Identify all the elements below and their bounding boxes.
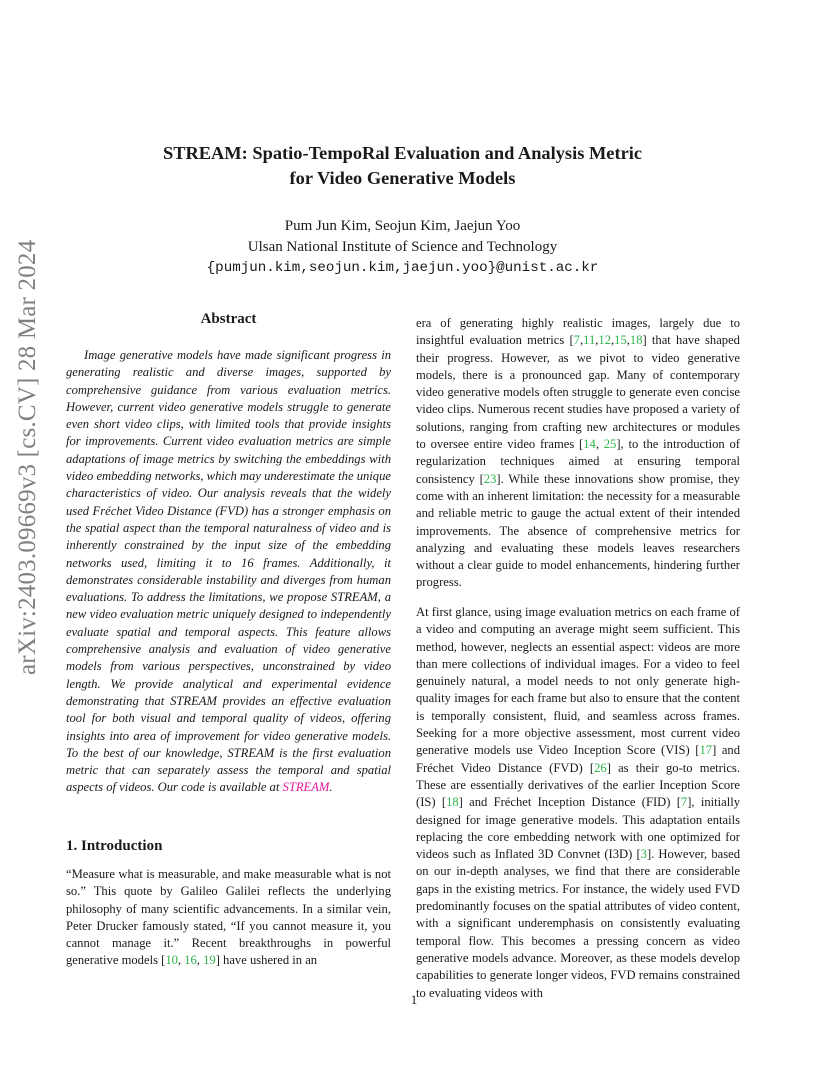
citation-link[interactable]: 26	[594, 760, 607, 775]
arxiv-identifier-stamp: arXiv:2403.09669v3 [cs.CV] 28 Mar 2024	[14, 239, 41, 675]
r1-text-c: ], to the introduction of regularization techniques aimed at ensuring temporal consistency [	[416, 437, 740, 486]
abstract-heading: Abstract	[200, 311, 257, 327]
citation-link[interactable]: 19	[203, 953, 216, 968]
r1-text-a: era of generating highly realistic images, largely due to insightful evaluation metrics [	[416, 316, 740, 348]
intro-text-a: “Measure what is measurable, and make measurable what is not so.” This quote by Galileo Galilei reflects the underlying philosophy of many scientific advancements. In a similar vein, Peter Drucker famously stated, “If you cannot measure it, you cannot manage it.” Recent breakthroughs in powerful generative models [	[66, 867, 391, 968]
abstract-end: .	[329, 780, 333, 795]
title-line-2: for Video Generative Models	[289, 168, 516, 188]
author-names: Pum Jun Kim, Seojun Kim, Jaejun Yoo	[284, 218, 521, 234]
code-link[interactable]: STREAM	[282, 780, 330, 795]
citation-link[interactable]: 7	[680, 795, 688, 810]
intro-paragraph-1-continued: era of generating highly realistic images, largely due to insightful evaluation metrics [7,11,12,15,18] that have shaped their progress. However, as we pivot to video generative models, there is a pronounced gap. Many of contemporary video generative models often struggle to generate even concise video clips. Numerous recent studies have proposed a variety of solutions, ranging from crafting new architectures or modules to oversee entire video frames [14, 25], to the introduction of regularization techniques aimed at ensuring temporal consistency [23]. While these innovations show promise, they come with an inherent limitation: the necessity for a measurable and reliable metric to gauge the actual extent of their intended improvements. The absence of comprehensive metrics for analyzing and evaluating these models leaves researchers without a clear guide to model enhancements, hindering further progress.	[416, 316, 740, 590]
intro-paragraph-2	[416, 604, 740, 1002]
author-block	[100, 216, 705, 279]
r2-text-f: ]. However, based on our in-depth analyses, we find that there are considerable gaps in the existing metrics. For instance, the widely used FVD predominantly focuses on the spatial attributes of video content, with a significant underemphasis on consistently evaluating temporal flow. This becomes a pressing concern as video generative models advance. Moreover, as these models develop capabilities to generate longer videos, FVD remains constrained to evaluating videos with	[416, 847, 740, 1000]
r1-text-d: ]. While these innovations show promise, they come with an inherent limitation: the necessity for a measurable and reliable metric to gauge the actual extent of their intended improvements. The absence of comprehensive metrics for analyzing and evaluating these models leaves researchers without a clear guide to model enhancements, hindering further progress.	[416, 471, 740, 590]
citation-link[interactable]: 16	[184, 953, 197, 968]
r2-text-b: ] and Fréchet Video Distance (FVD) [	[416, 743, 741, 775]
r1-text-b: ] that have shaped their progress. However, as we pivot to video generative models, there is a pronounced gap. Many of contemporary video generative models often struggle to generate even concise video clips. Numerous recent studies have proposed a variety of solutions, ranging from crafting new architectures or modules to oversee entire video frames [	[416, 333, 740, 452]
title-line-1: STREAM: Spatio-TempoRal Evaluation and Analysis Metric	[162, 143, 643, 163]
intro-text-b: ] have ushered in an	[215, 953, 318, 968]
citation-link[interactable]: 18	[446, 795, 459, 810]
citation-link[interactable]: 15	[614, 333, 627, 348]
citation-link[interactable]: 14	[583, 437, 596, 452]
citation-link[interactable]: 12	[598, 333, 611, 348]
citation-link[interactable]: 17	[699, 743, 713, 758]
r2-text-c: ] as their go-to metrics. These are essentially derivatives of the earlier Inception Score (IS) [	[416, 760, 740, 810]
page-number: 1	[410, 992, 418, 1007]
r2-text-d: ] and Fréchet Inception Distance (FID) [	[458, 795, 681, 810]
citation-link[interactable]: 25	[603, 437, 617, 452]
paper-title	[100, 141, 705, 191]
citation-link[interactable]: 18	[629, 333, 643, 348]
citation-link[interactable]: 11	[583, 333, 596, 348]
citation-link[interactable]: 23	[483, 471, 497, 486]
abstract-body	[66, 347, 391, 797]
intro-paragraph-1: “Measure what is measurable, and make measurable what is not so.” This quote by Galileo Galilei reflects the underlying philosophy of many scientific advancements. In a similar vein, Peter Drucker famously stated, “If you cannot measure it, you cannot manage it.” Recent breakthroughs in powerful generative models [10, 16, 19] have ushered in an	[66, 867, 391, 968]
citation-link[interactable]: 3	[640, 847, 647, 862]
citation-link[interactable]: 7	[573, 333, 580, 348]
section-heading-introduction: 1. Introduction	[66, 838, 163, 854]
r2-text-e: ], initially designed for image generative models. This adaptation entails replacing the core embedding network with one optimized for videos such as Inflated 3D Convnet (I3D) [	[416, 795, 740, 862]
r2-text-a: At first glance, using image evaluation metrics on each frame of a video and computing an average might seem sufficient. This method, however, neglects an essential aspect: videos are more than mere collections of individual images. For a video to feel genuinely natural, a model needs to not only generate high-quality images for each frame but also to ensure that the content is temporally consistent, fluid, and seamless across frames. Seeking for a more objective assessment, most current video generative models use Video Inception Score (VIS) [	[416, 605, 740, 758]
abstract-text: Image generative models have made significant progress in generating realistic and diverse images, supported by comprehensive guidance from various evaluation metrics. However, current video generative models struggle to generate even short video clips, with limited tools that provide insights for improvements. Current video evaluation metrics are simple adaptations of image metrics by switching the embeddings with video embedding networks, which may underestimate the unique characteristics of video. Our analysis reveals that the widely used Fréchet Video Distance (FVD) has a stronger emphasis on the spatial aspect than the temporal naturalness of video and is inherently constrained by the input size of the embedding networks used, limiting it to 16 frames. Additionally, it demonstrates considerable instability and diverges from human evaluations. To address the limitations, we propose STREAM, a new video evaluation metric uniquely designed to independently evaluate spatial and temporal aspects. This feature allows comprehensive analysis and evaluation of video generative models from various perspectives, unconstrained by video length. We provide analytical and experimental evidence demonstrating that STREAM provides an effective evaluation tool for both visual and temporal quality of videos, offering insights into area of improvement for video generative models. To the best of our knowledge, STREAM is the first evaluation metric that can separately assess the temporal and spatial aspects of videos. Our code is available at	[66, 348, 391, 795]
author-emails: {pumjun.kim,seojun.kim,jaejun.yoo}@unist.ac.kr	[206, 260, 599, 276]
affiliation: Ulsan National Institute of Science and Technology	[247, 239, 558, 255]
citation-link[interactable]: 10	[165, 953, 178, 968]
